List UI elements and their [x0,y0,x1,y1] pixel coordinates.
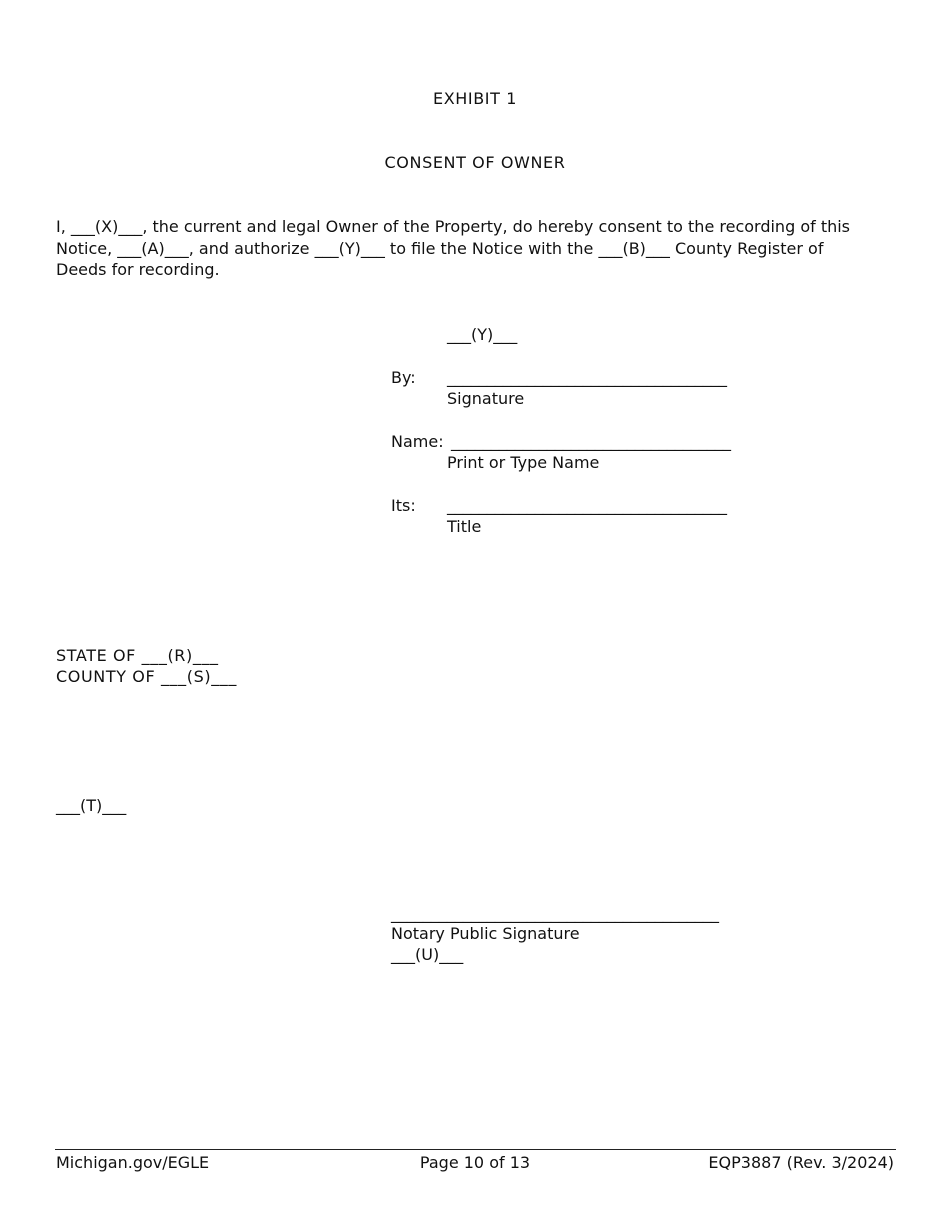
print-name-caption: Print or Type Name [447,453,600,472]
entity-name-blank: ___(Y)___ [447,325,518,344]
county-of-line: COUNTY OF ___(S)___ [56,667,238,686]
paragraph-line-1: I, ___(X)___, the current and legal Owner of the Property, do hereby consent to the recording of this [56,217,851,236]
name-label: Name: [391,432,444,451]
paragraph-line-2: Notice, ___(A)___, and authorize ___(Y)___ to file the Notice with the ___(B)___ County Register of [56,238,824,258]
document-title: CONSENT OF OWNER [384,153,566,172]
signature-caption: Signature [447,389,525,408]
title-caption: Title [447,517,482,536]
notary-name-blank: ___(U)___ [391,945,464,964]
paragraph-line-3: Deeds for recording. [56,260,220,279]
title-line[interactable]: ___________________________________ [447,496,727,515]
signature-line[interactable]: ___________________________________ [447,368,727,387]
footer-website: Michigan.gov/EGLE [56,1153,210,1172]
footer-divider [55,1149,896,1150]
acknowledgment-blank: ___(T)___ [56,796,127,815]
by-label: By: [391,368,416,387]
its-label: Its: [391,496,416,515]
footer-page-number: Page 10 of 13 [419,1153,531,1172]
notary-signature-caption: Notary Public Signature [391,924,580,943]
footer-form-id: EQP3887 (Rev. 3/2024) [708,1153,894,1172]
consent-paragraph [56,216,896,281]
notary-signature-line[interactable]: _________________________________________ [391,904,719,923]
state-of-line: STATE OF ___(R)___ [56,646,219,665]
print-name-line[interactable]: ___________________________________ [451,432,731,451]
exhibit-heading: EXHIBIT 1 [433,89,517,108]
